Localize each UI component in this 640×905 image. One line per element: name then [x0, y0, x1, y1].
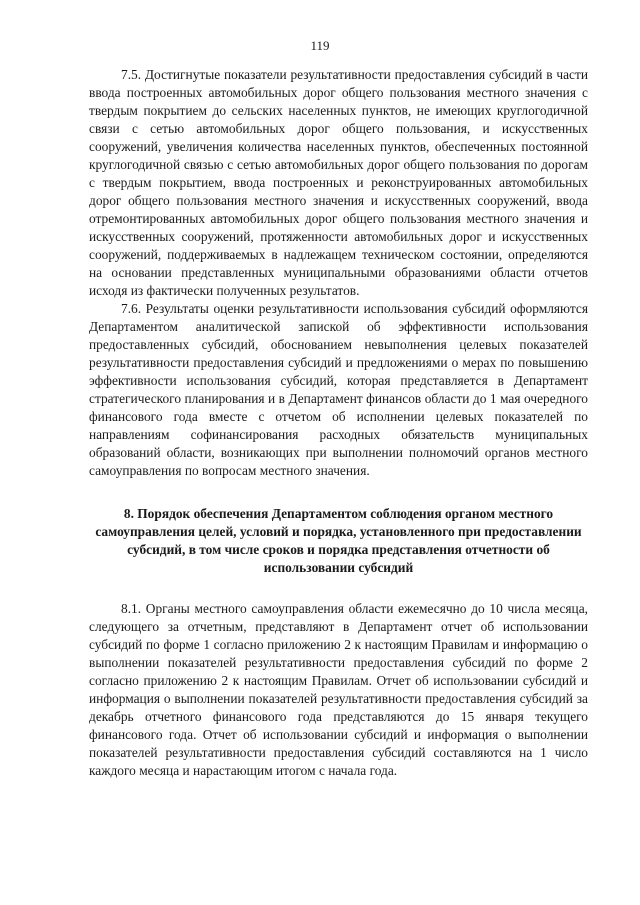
document-body: [89, 66, 588, 780]
page-number: 119: [310, 38, 330, 53]
section-8-heading: 8. Порядок обеспечения Департаментом соблюдения органом местного самоуправления целей, условий и порядка, установленного при предоставлении субсидий, в том числе сроков и порядка представления отчетности об использовании субсидий: [95, 506, 582, 575]
paragraph-7-6: 7.6. Результаты оценки результативности использования субсидий оформляются Департаментом аналитической запиской об эффективности использования предоставленных субсидий, обоснованием невыполнения целевых показателей результативности предоставления субсидий и предложениями о мерах по повышению эффективности использования субсидий, которая представляется в Департамент стратегического планирования и в Департамент финансов области до 1 мая очередного финансового года вместе с отчетом об исполнении целевых показателей по направлениям софинансирования расходных обязательств муниципальных образований области, возникающих при выполнении полномочий органов местного самоуправления по вопросам местного значения.: [89, 301, 588, 478]
paragraph-8-1: 8.1. Органы местного самоуправления области ежемесячно до 10 числа месяца, следующего за отчетным, представляют в Департамент отчет об использовании субсидий по форме 1 согласно приложению 2 к настоящим Правилам и информацию о выполнении показателей результативности предоставления субсидий по форме 2 согласно приложению 2 к настоящим Правилам. Отчет об использовании субсидий и информация о выполнении показателей результативности предоставления субсидий за декабрь отчетного финансового года представляются до 15 января текущего финансового года. Отчет об использовании субсидий и информация о выполнении показателей результативности предоставления субсидий составляются на 1 число каждого месяца и нарастающим итогом с начала года.: [89, 601, 588, 778]
paragraph-7-5: 7.5. Достигнутые показатели результативности предоставления субсидий в части ввода построенных автомобильных дорог общего пользования местного значения с твердым покрытием до сельских населенных пунктов, не имеющих круглогодичной связи с сетью автомобильных дорог общего пользования, и искусственных сооружений, увеличения количества населенных пунктов, обеспеченных постоянной круглогодичной связью с сетью автомобильных дорог общего пользования по дорогам с твердым покрытием, ввода построенных и реконструированных автомобильных дорог общего пользования местного значения и искусственных сооружений, ввода отремонтированных автомобильных дорог общего пользования местного значения и искусственных сооружений, протяженности автомобильных дорог и искусственных сооружений, поддерживаемых в надлежащем техническом состоянии, определяются на основании представленных муниципальными образованиями области отчетов исходя из фактически полученных результатов.: [89, 67, 588, 298]
